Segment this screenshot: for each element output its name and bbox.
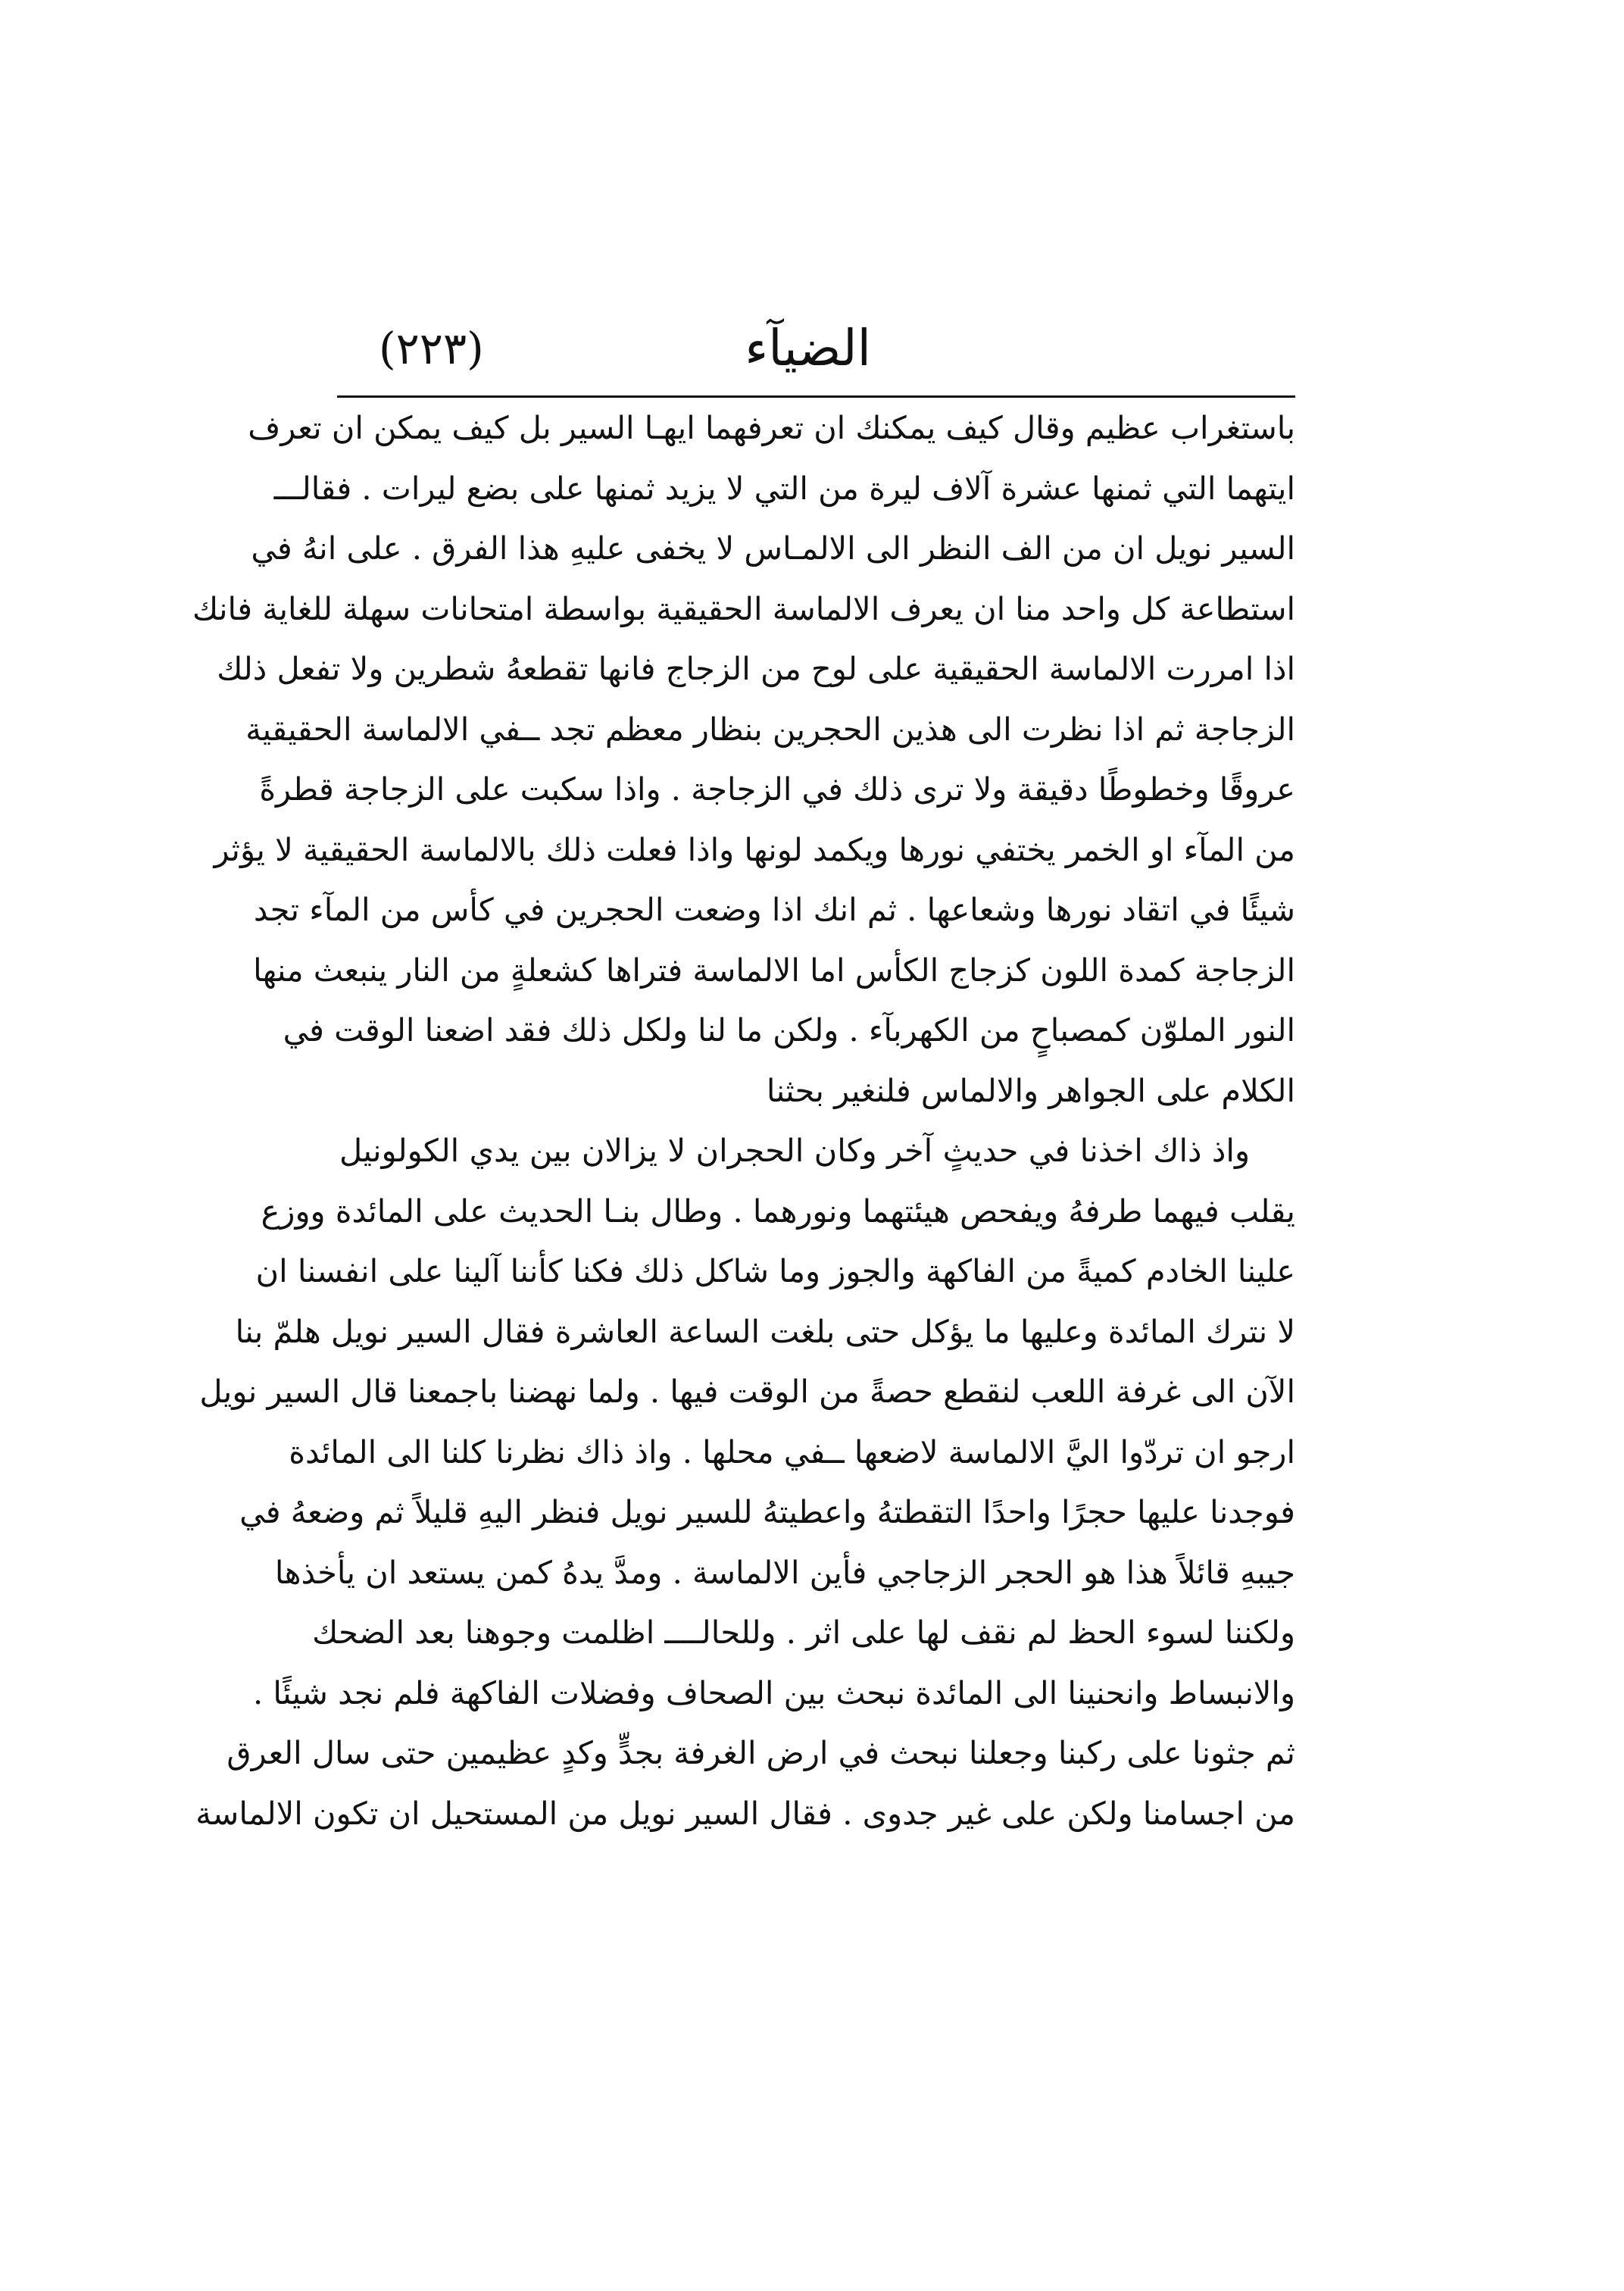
page-header <box>333 311 1295 394</box>
text-line: من اجسامنا ولكن على غير جدوى . فقال السير نويل من المستحيل ان تكون الالماسة <box>195 1794 1295 1832</box>
text-line: الآن الى غرفة اللعب لنقطع حصةً من الوقت فيها . ولما نهضنا باجمعنا قال السير نويل <box>199 1373 1295 1410</box>
page-number: (٢٢٣) <box>379 323 484 374</box>
text-line: استطاعة كل واحد منا ان يعرف الالماسة الحقيقية بواسطة امتحانات سهلة للغاية فانك <box>192 589 1295 627</box>
text-line: النور الملوّن كمصباحٍ من الكهربآء . ولكن ما لنا ولكل ذلك فقد اضعنا الوقت في <box>283 1011 1295 1049</box>
text-line: من المآء او الخمر يختفي نورها ويكمد لونها واذا فعلت ذلك بالالماسة الحقيقية لا يؤثر <box>214 830 1295 868</box>
body-text <box>192 398 1295 1843</box>
text-line: واذ ذاك اخذنا في حديثٍ آخر وكان الحجران لا يزالان بين يدي الكولونيل <box>339 1132 1250 1169</box>
paragraph <box>192 398 1295 1120</box>
text-line: الزجاجة ثم اذا نظرت الى هذين الحجرين بنظار معظم تجد ــفي الالماسة الحقيقية <box>245 710 1295 748</box>
text-line: شيئًا في اتقاد نورها وشعاعها . ثم انك اذا وضعت الحجرين في كأس من المآء تجد <box>253 891 1295 928</box>
text-line: جيبهِ قائلاً هذا هو الحجر الزجاجي فأين الالماسة . ومدَّ يدهُ كمن يستعد ان يأخذها <box>274 1553 1295 1591</box>
text-line: الكلام على الجواهر والالماس فلنغير بحثنا <box>766 1071 1295 1109</box>
journal-title: الضيآء <box>745 319 871 377</box>
text-line: باستغراب عظيم وقال كيف يمكنك ان تعرفهما ايهـا السير بل كيف يمكن ان تعرف <box>248 409 1295 446</box>
text-line: الزجاجة كمدة اللون كزجاج الكأس اما الالماسة فتراها كشعلةٍ من النار ينبعث منها <box>253 951 1295 989</box>
text-line: علينا الخادم كميةً من الفاكهة والجوز وما شاكل ذلك فكنا كأننا آلينا على انفسنا ان <box>255 1252 1295 1289</box>
text-line: لا نترك المائدة وعليها ما يؤكل حتى بلغت الساعة العاشرة فقال السير نويل هلمّ بنا <box>235 1312 1295 1350</box>
paragraph <box>195 1120 1295 1843</box>
text-line: ارجو ان تردّوا اليَّ الالماسة لاضعها ــفي محلها . واذ ذاك نظرنا كلنا الى المائدة <box>289 1433 1295 1471</box>
text-line: السير نويل ان من الف النظر الى الالمـاس لا يخفى عليهِ هذا الفرق . على انهُ في <box>251 530 1295 567</box>
text-line: والانبساط وانحنينا الى المائدة نبحث بين الصحاف وفضلات الفاكهة فلم نجد شيئًا . <box>253 1674 1295 1711</box>
text-line: اذا امررت الالماسة الحقيقية على لوح من الزجاج فانها تقطعهُ شطرين ولا تفعل ذلك <box>217 650 1295 687</box>
text-line: يقلب فيهما طرفهُ ويفحص هيئتهما ونورهما . وطال بنـا الحديث على المائدة ووزع <box>261 1192 1295 1230</box>
text-line: ايتهما التي ثمنها عشرة آلاف ليرة من التي لا يزيد ثمنها على بضع ليرات . فقالـــ <box>273 469 1295 507</box>
text-line: ولكننا لسوء الحظ لم نقف لها على اثر . وللحالــــ اظلمت وجوهنا بعد الضحك <box>312 1614 1295 1651</box>
text-line: عروقًا وخطوطًا دقيقة ولا ترى ذلك في الزجاجة . واذا سكبت على الزجاجة قطرةً <box>259 770 1295 808</box>
text-line: فوجدنا عليها حجرًا واحدًا التقطتهُ واعطيتهُ للسير نويل فنظر اليهِ قليلاً ثم وضعهُ في <box>239 1493 1295 1530</box>
text-line: ثم جثونا على ركبنا وجعلنا نبحث في ارض الغرفة بجدٍّ وكدٍ عظيمين حتى سال العرق <box>226 1734 1295 1771</box>
